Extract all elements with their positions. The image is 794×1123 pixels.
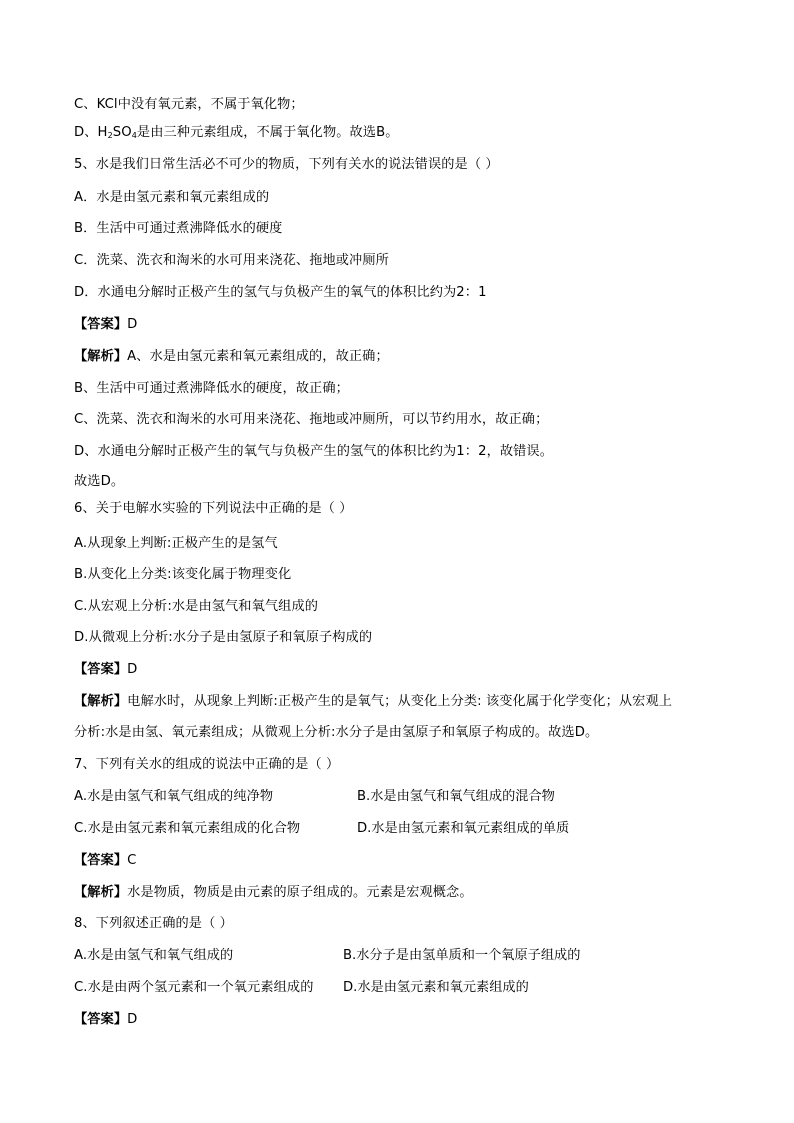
option-d: D．水通电分解时正极产生的氢气与负极产生的氧气的体积比约为2：1 xyxy=(74,285,487,300)
explanation: 【解析】水是物质，物质是由元素的原子组成的。元素是宏观概念。 xyxy=(74,885,473,900)
explanation-line: 故选D。 xyxy=(74,474,125,489)
option-b: B.水是由氢气和氧气组成的混合物 xyxy=(357,789,555,804)
text-line: D、$H_2SO_4$是由三种元素组成，不属于氧化物。故选B。 xyxy=(74,125,399,140)
question-6: 6、关于电解水实验的下列说法中正确的是（ ） xyxy=(74,501,353,516)
answer: 【答案】C xyxy=(74,853,137,868)
option-c: C.水是由氢元素和氧元素组成的化合物 xyxy=(74,821,301,836)
explanation-line: C、洗菜、洗衣和淘米的水可用来浇花、拖地或冲厕所，可以节约用水，故正确； xyxy=(74,412,549,427)
question-7: 7、下列有关水的组成的说法中正确的是（ ） xyxy=(74,757,340,772)
answer: 【答案】D xyxy=(74,1012,138,1027)
explanation-line: 分析:水是由氢、氧元素组成；从微观上分析:水分子是由氢原子和氧原子构成的。故选D。 xyxy=(74,725,599,740)
explanation-line: B、生活中可通过煮沸降低水的硬度，故正确； xyxy=(74,381,349,396)
option-a: A.从现象上判断:正极产生的是氢气 xyxy=(74,536,278,551)
explanation: 【解析】A、水是由氢元素和氧元素组成的，故正确； xyxy=(74,349,389,364)
option-c: C.从宏观上分析:水是由氢气和氧气组成的 xyxy=(74,599,319,614)
option-b: B．生活中可通过煮沸降低水的硬度 xyxy=(74,221,283,236)
question-5: 5、水是我们日常生活必不可少的物质，下列有关水的说法错误的是（ ） xyxy=(74,157,499,172)
option-b: B.水分子是由氢单质和一个氧原子组成的 xyxy=(343,948,581,963)
question-8: 8、下列叙述正确的是（ ） xyxy=(74,916,233,931)
option-d: D.水是由氢元素和氧元素组成的 xyxy=(343,980,529,995)
option-c: C．洗菜、洗衣和淘米的水可用来浇花、拖地或冲厕所 xyxy=(74,253,389,268)
option-a: A．水是由氢元素和氧元素组成的 xyxy=(74,190,270,205)
answer: 【答案】D xyxy=(74,662,138,677)
option-a: A.水是由氢气和氧气组成的纯净物 xyxy=(74,789,274,804)
option-c: C.水是由两个氢元素和一个氧元素组成的 xyxy=(74,980,314,995)
option-a: A.水是由氢气和氧气组成的 xyxy=(74,948,234,963)
explanation: 【解析】电解水时，从现象上判断:正极产生的是氧气；从变化上分类: 该变化属于化学变化；从宏观上 xyxy=(74,694,673,709)
option-d: D.水是由氢元素和氧元素组成的单质 xyxy=(357,821,570,836)
option-b: B.从变化上分类:该变化属于物理变化 xyxy=(74,567,292,582)
answer: 【答案】D xyxy=(74,317,138,332)
explanation-line: D、水通电分解时正极产生的氧气与负极产生的氢气的体积比约为1：2，故错误。 xyxy=(74,444,554,459)
option-d: D.从微观上分析:水分子是由氢原子和氧原子构成的 xyxy=(74,630,373,645)
text-line: C、KCl中没有氧元素，不属于氧化物； xyxy=(74,97,304,112)
